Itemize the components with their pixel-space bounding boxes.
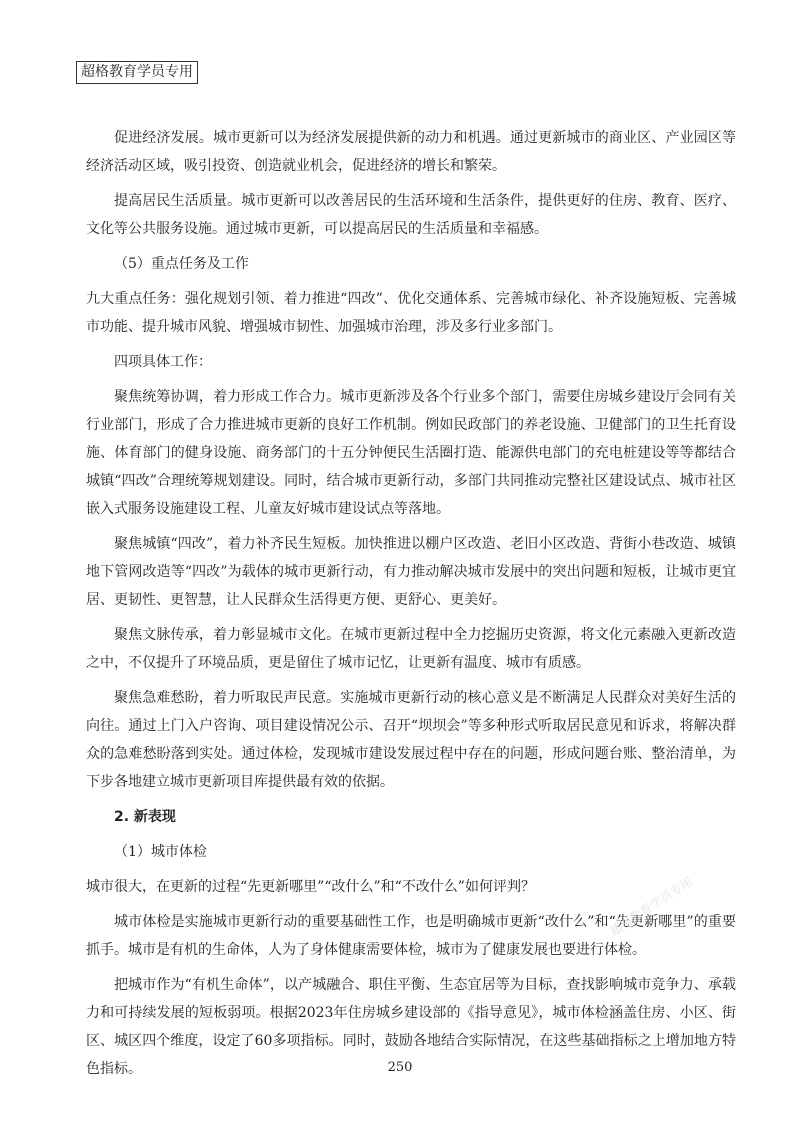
paragraph-four-specific-works: 四项具体工作： — [114, 354, 212, 370]
section-heading-new-performance: 2. 新表现 — [114, 809, 176, 825]
paragraph-living-quality: 提高居民生活质量。城市更新可以改善居民的生活环境和生活条件，提供更好的住房、教育、医疗、文化等公共服务设施。通过城市更新，可以提高居民的生活质量和幸福感。 — [86, 193, 736, 237]
paragraph-four-reforms: 聚焦城镇“四改”，着力补齐民生短板。加快推进以棚户区改造、老旧小区改造、背街小巷改造、城镇地下管网改造等“四改”为载体的城市更新行动，有力推动解决城市发展中的突出问题和短板，让城市更宜居、更韧性、更智慧，让人民群众生活得更方便、更舒心、更美好。 — [86, 536, 736, 608]
paragraph-public-concerns: 聚焦急难愁盼，着力听取民声民意。实施城市更新行动的核心意义是不断满足人民群众对美好生活的向往。通过上门入户咨询、项目建设情况公示、召开“坝坝会”等多种形式听取居民意见和诉求，将解决群众的急难愁盼落到实处。通过体检，发现城市建设发展过程中存在的问题，形成问题台账、整治清单，为下步各地建立城市更新项目库提供最有效的依据。 — [86, 690, 736, 790]
header-label: 超格教育学员专用 — [76, 61, 198, 84]
paragraph-economic-development: 促进经济发展。城市更新可以为经济发展提供新的动力和机遇。通过更新城市的商业区、产业园区等经济活动区域，吸引投资、创造就业机会，促进经济的增长和繁荣。 — [86, 130, 736, 174]
paragraph-city-checkup-basics: 城市体检是实施城市更新行动的重要基础性工作，也是明确城市更新“改什么”和“先更新哪里”的重要抓手。城市是有机的生命体，人为了身体健康需要体检，城市为了健康发展也要进行体检。 — [86, 914, 736, 958]
paragraph-organic-life: 把城市作为“有机生命体”，以产城融合、职住平衡、生态宜居等为目标，查找影响城市竞争力、承载力和可持续发展的短板弱项。根据2023年住房城乡建设部的《指导意见》，城市体检涵盖住房、小区、街区、城区四个维度，设定了60多项指标。同时，鼓励各地结合实际情况，在这些基础指标之上增加地方特色指标。 — [86, 977, 736, 1077]
section-heading-key-tasks: （5）重点任务及工作 — [114, 256, 249, 272]
paragraph-question: 城市很大，在更新的过程“先更新哪里”“改什么”和“不改什么”如何评判？ — [86, 879, 535, 895]
paragraph-cultural-heritage: 聚焦文脉传承，着力彰显城市文化。在城市更新过程中全力挖掘历史资源，将文化元素融入更新改造之中，不仅提升了环境品质，更是留住了城市记忆，让更新有温度、城市有质感。 — [86, 627, 736, 671]
paragraph-nine-key-tasks: 九大重点任务：强化规划引领、着力推进“四改”、优化交通体系、完善城市绿化、补齐设施短板、完善城市功能、提升城市风貌、增强城市韧性、加强城市治理，涉及多行业多部门。 — [86, 291, 736, 335]
subsection-heading-city-checkup: （1）城市体检 — [114, 844, 207, 860]
paragraph-coordination: 聚焦统筹协调，着力形成工作合力。城市更新涉及各个行业多个部门，需要住房城乡建设厅会同有关行业部门，形成了合力推进城市更新的良好工作机制。例如民政部门的养老设施、卫健部门的卫生托育设施、体育部门的健身设施、商务部门的十五分钟便民生活圈打造、能源供电部门的充电桩建设等等都结合城镇“四改”合理统筹规划建设。同时，结合城市更新行动，多部门共同推动完整社区建设试点、城市社区嵌入式服务设施建设工程、儿童友好城市建设试点等落地。 — [86, 389, 736, 517]
watermark: 超格教育学员专用 — [607, 874, 696, 939]
document-body — [86, 124, 736, 1090]
page-number: 250 — [387, 1060, 413, 1075]
